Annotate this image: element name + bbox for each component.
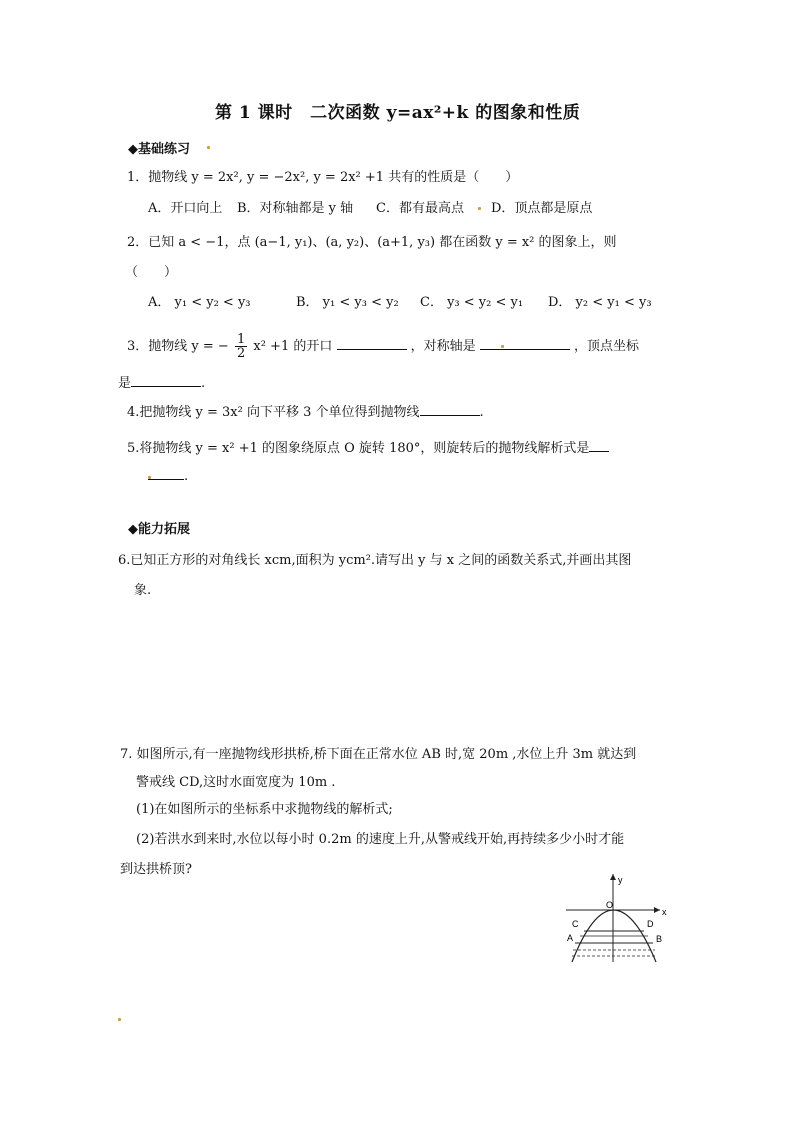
stray-mark <box>478 207 481 210</box>
question-3-line-2-start: 是 <box>118 376 132 391</box>
question-2-stem: 2．已知 a < −1，点 (a−1, y₁)、(a, y₂)、(a+1, y₃) 都在函数 y = x² 的图象上，则 <box>127 235 617 250</box>
label-a: A <box>567 933 574 943</box>
question-1-option-d: D．顶点都是原点 <box>491 201 593 216</box>
stray-mark <box>148 476 151 479</box>
question-5-blank-1[interactable] <box>589 439 609 452</box>
label-o: O <box>606 900 614 910</box>
section-ability-heading: ◆能力拓展 <box>128 522 190 537</box>
fraction-numerator: 1 <box>236 332 246 347</box>
label-d: D <box>647 919 654 929</box>
section-basic-heading: ◆基础练习 <box>128 142 190 157</box>
question-3-part-3: ，对称轴是 <box>410 339 476 354</box>
question-2-paren: （ ） <box>125 265 178 280</box>
question-2-option-d: D． y₂ < y₁ < y₃ <box>548 295 652 310</box>
question-3-part-4: ，顶点坐标 <box>573 339 639 354</box>
question-1-option-b: B．对称轴都是 y 轴 <box>237 201 354 216</box>
question-4-end: . <box>479 405 484 420</box>
question-4 <box>127 401 484 420</box>
fraction-denominator: 2 <box>236 346 246 361</box>
arch-bridge-figure <box>560 872 676 964</box>
stray-mark <box>501 345 504 348</box>
page-title: 第 1 课时 二次函数 y=ax²+k 的图象和性质 <box>215 103 581 123</box>
question-5-end: . <box>184 469 189 484</box>
question-2-option-b: B． y₁ < y₃ < y₂ <box>296 295 399 310</box>
y-axis-arrow <box>610 874 616 880</box>
question-5-blank-2[interactable] <box>148 467 184 480</box>
question-7-line-2: 警戒线 CD,这时水面宽度为 10m . <box>136 775 336 790</box>
question-5-text: 5.将抛物线 y = x² +1 的图象绕原点 O 旋转 180°，则旋转后的抛物线解析式是 <box>127 441 590 456</box>
question-2-option-c: C． y₃ < y₂ < y₁ <box>420 295 524 310</box>
question-3-part-2: x² +1 的开口 <box>253 339 333 354</box>
question-3-line-1 <box>127 333 639 360</box>
question-7-line-1: 7. 如图所示,有一座抛物线形拱桥,桥下面在正常水位 AB 时,宽 20m ,水位上升 3m 就达到 <box>120 747 637 762</box>
question-1-stem: 1．抛物线 y = 2x², y = −2x², y = 2x² +1 共有的性质是（ ） <box>127 170 519 185</box>
question-2-option-a: A． y₁ < y₂ < y₃ <box>148 295 251 310</box>
question-7-sub-2-cont: 到达拱桥顶? <box>120 862 192 877</box>
question-4-blank[interactable] <box>420 403 480 416</box>
question-6-line-1: 6.已知正方形的对角线长 xcm,面积为 ycm².请写出 y 与 x 之间的函数关系式,并画出其图 <box>118 553 632 568</box>
question-5 <box>127 437 609 456</box>
question-7-sub-1: (1)在如图所示的坐标系中求抛物线的解析式; <box>136 802 393 817</box>
question-3-blank-opening[interactable] <box>337 337 407 350</box>
stray-mark <box>207 146 210 149</box>
label-y: y <box>618 875 623 885</box>
question-3-blank-vertex[interactable] <box>131 374 201 387</box>
label-x: x <box>662 907 667 917</box>
x-axis-arrow <box>654 907 660 913</box>
question-7-sub-2: (2)若洪水到来时,水位以每小时 0.2m 的速度上升,从警戒线开始,再持续多少小时才能 <box>136 832 625 847</box>
label-c: C <box>572 919 579 929</box>
question-3-line-2 <box>118 372 205 391</box>
question-6-line-2: 象. <box>134 583 152 598</box>
question-4-text: 4.把抛物线 y = 3x² 向下平移 3 个单位得到抛物线 <box>127 405 420 420</box>
question-3-fraction <box>235 333 247 360</box>
question-3-line-2-end: . <box>201 376 206 391</box>
question-3-part-1: 3．抛物线 y = − <box>127 339 229 354</box>
label-b: B <box>656 934 663 944</box>
question-1-option-c: C．都有最高点 <box>376 201 464 216</box>
question-3-blank-axis[interactable] <box>480 337 570 350</box>
stray-mark <box>118 1018 121 1021</box>
question-5-line-2 <box>148 467 188 484</box>
question-1-option-a: A．开口向上 <box>148 201 223 216</box>
